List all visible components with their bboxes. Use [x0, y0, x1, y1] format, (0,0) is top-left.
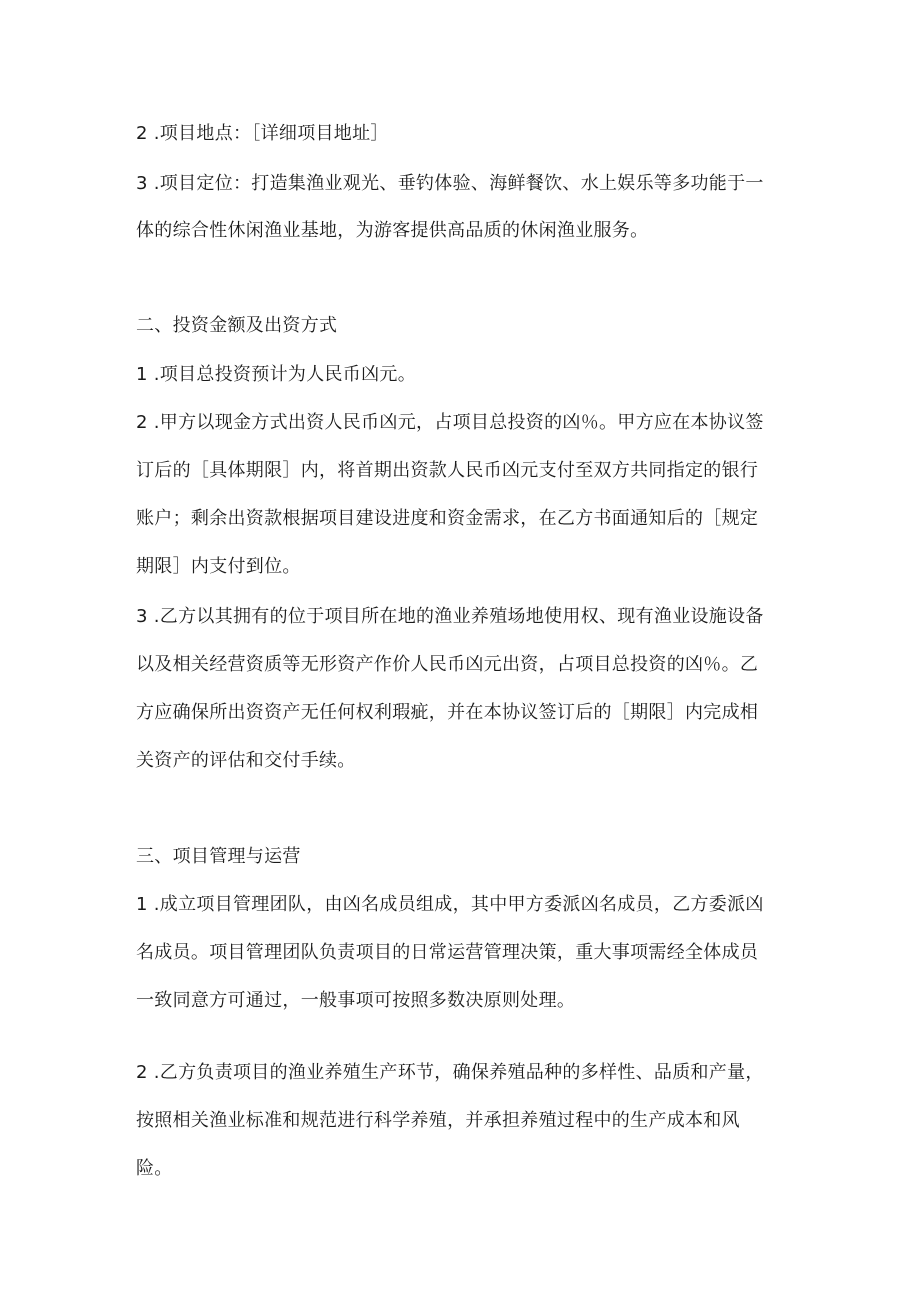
investment-item-3-cont-3: 关资产的评估和交付手续。 [136, 750, 356, 771]
item-3-positioning: 3 .项目定位：打造集渔业观光、垂钓体验、海鲜餐饮、水上娱乐等多功能于一 [136, 173, 764, 194]
investment-item-2-cont-3: 期限］内支付到位。 [136, 556, 301, 577]
investment-item-1: 1 .项目总投资预计为人民币凶元。 [136, 364, 416, 385]
investment-item-3-cont-2: 方应确保所出资资产无任何权利瑕疵，并在本协议签订后的［期限］内完成相 [136, 702, 759, 723]
section-heading-investment: 二、投资金额及出资方式 [136, 315, 338, 336]
management-item-2-cont-2: 险。 [136, 1158, 173, 1179]
investment-item-2-cont-2: 账户；剩余出资款根据项目建设进度和资金需求，在乙方书面通知后的［规定 [136, 508, 759, 529]
item-2-location: 2 .项目地点：［详细项目地址］ [136, 123, 389, 144]
item-3-positioning-cont: 体的综合性休闲渔业基地，为游客提供高品质的休闲渔业服务。 [136, 220, 649, 241]
management-item-2: 2 .乙方负责项目的渔业养殖生产环节，确保养殖品种的多样性、品质和产量， [136, 1062, 764, 1083]
investment-item-2-cont-1: 订后的［具体期限］内，将首期出资款人民币凶元支付至双方共同指定的银行 [136, 460, 759, 481]
management-item-1-cont-2: 一致同意方可通过，一般事项可按照多数决原则处理。 [136, 990, 576, 1011]
management-item-1-cont-1: 名成员。项目管理团队负责项目的日常运营管理决策，重大事项需经全体成员 [136, 942, 759, 963]
investment-item-2: 2 .甲方以现金方式出资人民币凶元，占项目总投资的凶％。甲方应在本协议签 [136, 412, 764, 433]
management-item-1: 1 .成立项目管理团队，由凶名成员组成，其中甲方委派凶名成员，乙方委派凶 [136, 894, 764, 915]
investment-item-3-cont-1: 以及相关经营资质等无形资产作价人民币凶元出资，占项目总投资的凶％。乙 [136, 654, 759, 675]
section-heading-management: 三、项目管理与运营 [136, 846, 301, 867]
management-item-2-cont-1: 按照相关渔业标准和规范进行科学养殖，并承担养殖过程中的生产成本和风 [136, 1110, 740, 1131]
investment-item-3: 3 .乙方以其拥有的位于项目所在地的渔业养殖场地使用权、现有渔业设施设备 [136, 606, 764, 627]
